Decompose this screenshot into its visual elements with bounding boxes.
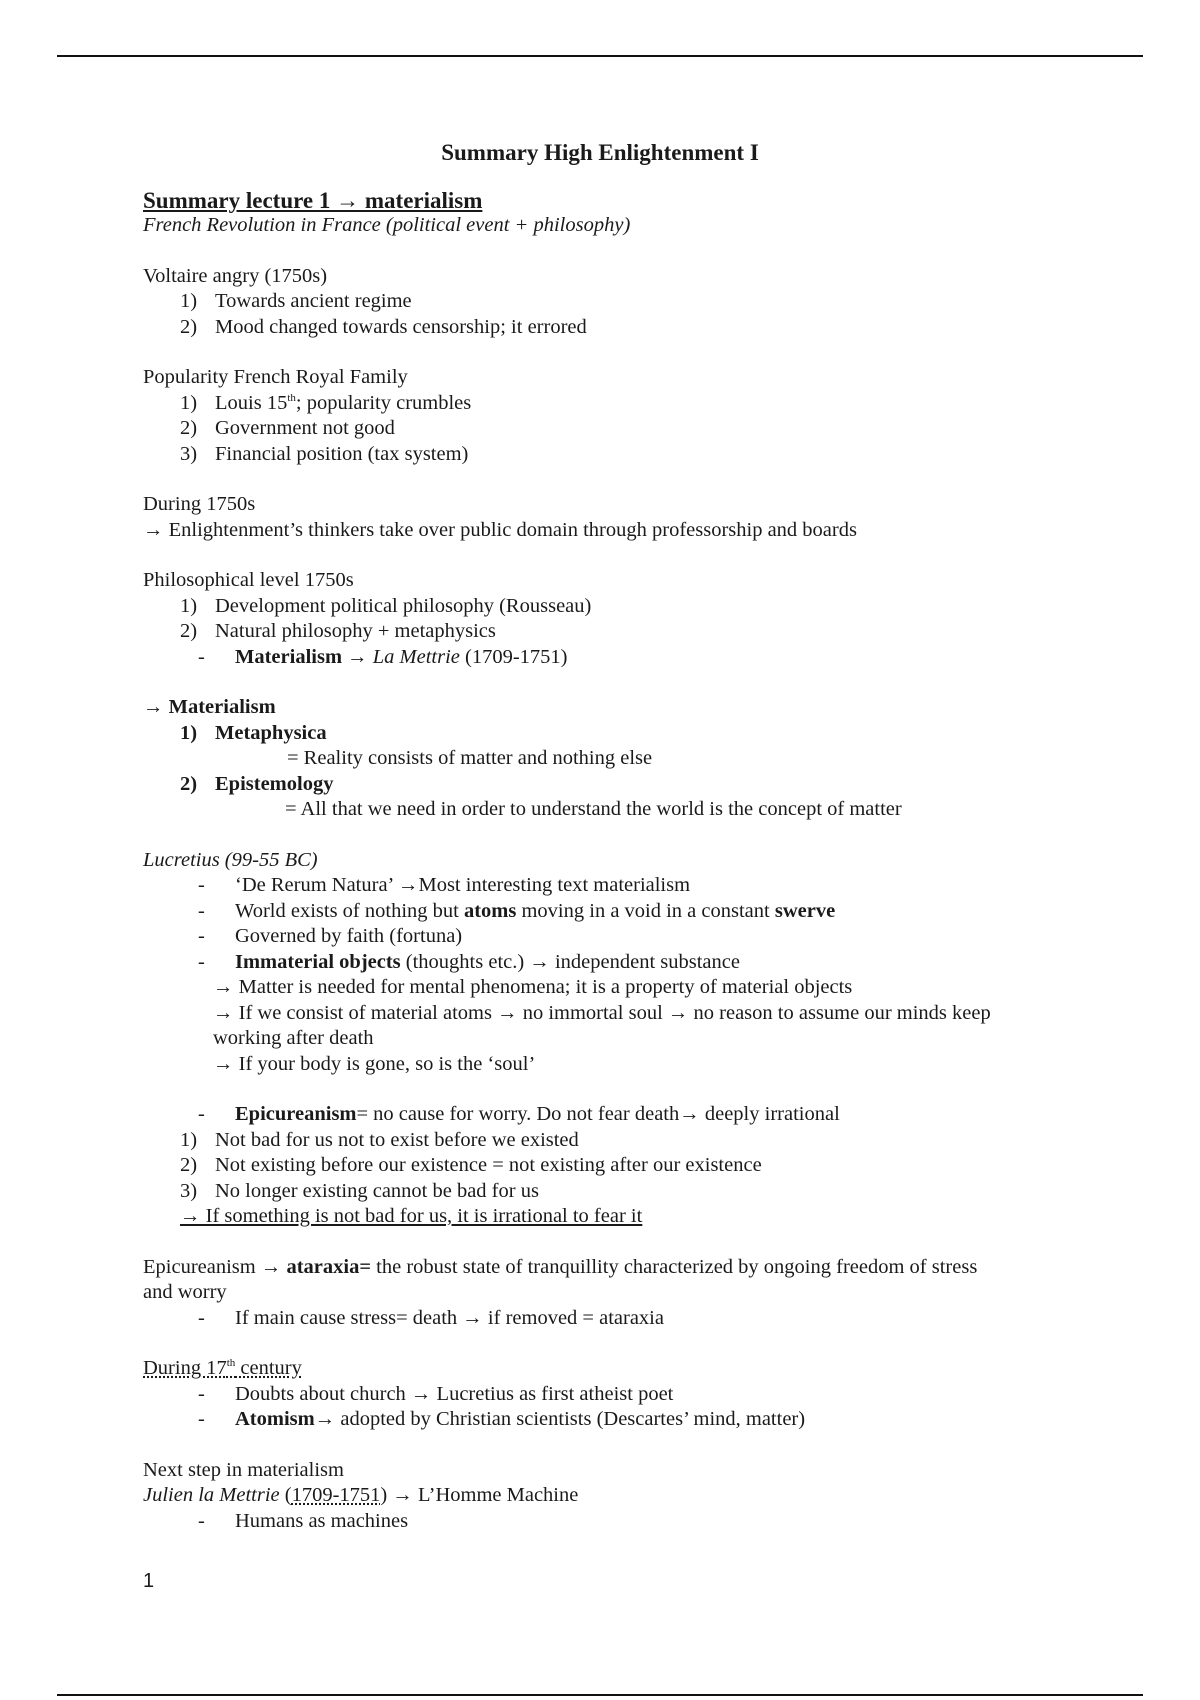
- century17-list: [143, 1382, 1103, 1433]
- document-title: Summary High Enlightenment I: [441, 140, 759, 165]
- bullet-item: - Atomism→ adopted by Christian scientists (Descartes’ mind, matter): [198, 1408, 806, 1430]
- lucretius-heading: Lucretius (99-55 BC): [143, 848, 318, 871]
- bullet-item: - Humans as machines: [198, 1509, 409, 1532]
- bottom-rule: [57, 1694, 1143, 1696]
- section-heading: Summary lecture 1 → materialism: [143, 187, 483, 213]
- bullet-item: - Immaterial objects (thoughts etc.) → independent substance: [198, 950, 740, 973]
- list-item: 1) Not bad for us not to exist before we existed: [180, 1128, 579, 1151]
- royal-heading: Popularity French Royal Family: [143, 366, 408, 388]
- philosophical-heading: Philosophical level 1750s: [143, 569, 354, 591]
- next-step-line: Julien la Mettrie (1709-1751) → L’Homme Machine: [143, 1484, 579, 1506]
- subtitle: French Revolution in France (political event + philosophy): [143, 214, 631, 236]
- list-item: 2) Not existing before our existence = not existing after our existence: [180, 1154, 762, 1176]
- list-item: 2) Natural philosophy + metaphysics: [180, 620, 496, 642]
- next-step-heading: Next step in materialism: [143, 1458, 344, 1481]
- list-item: 1) Development political philosophy (Rousseau): [180, 594, 592, 617]
- materialism-heading: → Materialism: [143, 696, 276, 718]
- ataraxia-paragraph-line2: and worry: [143, 1281, 227, 1303]
- next-step-list: [143, 1509, 1103, 1535]
- philosophical-sublist: [143, 645, 1103, 671]
- ataraxia-list: [143, 1306, 1103, 1332]
- top-rule: [57, 55, 1143, 57]
- during-1750s-line: → Enlightenment’s thinkers take over public domain through professorship and boards: [143, 518, 857, 541]
- epicureanism-bullet: [143, 1102, 1103, 1128]
- list-item: 1) Metaphysica: [180, 721, 327, 744]
- list-item: 1) Towards ancient regime: [180, 290, 412, 312]
- philosophical-list: [143, 594, 1103, 645]
- list-item: 2) Government not good: [180, 417, 395, 439]
- list-item: 2) Epistemology: [180, 772, 334, 795]
- document-body: [143, 140, 1103, 1534]
- materialism-list: [143, 721, 1103, 747]
- voltaire-heading: Voltaire angry (1750s): [143, 264, 328, 287]
- list-item: 3) No longer existing cannot be bad for us: [180, 1179, 539, 1202]
- bullet-item: - Governed by faith (fortuna): [198, 925, 463, 947]
- lucretius-note-2: → If we consist of material atoms → no immortal soul → no reason to assume our minds keep working after death: [213, 1001, 991, 1049]
- list-item: 1) Louis 15th; popularity crumbles: [180, 391, 472, 414]
- voltaire-list: [143, 289, 1103, 340]
- metaphysica-definition: = Reality consists of matter and nothing else: [287, 747, 653, 769]
- epicureanism-conclusion: → If something is not bad for us, it is irrational to fear it: [180, 1205, 643, 1227]
- lucretius-note-3: → If your body is gone, so is the ‘soul’: [213, 1052, 536, 1075]
- century17-heading: During 17th century: [143, 1357, 302, 1379]
- bullet-item: - Doubts about church → Lucretius as first atheist poet: [198, 1382, 674, 1405]
- epicureanism-list: [143, 1128, 1103, 1230]
- bullet-item: - ‘De Rerum Natura’ →Most interesting text materialism: [198, 874, 691, 896]
- list-item: 2) Mood changed towards censorship; it errored: [180, 315, 587, 338]
- royal-list: [143, 391, 1103, 468]
- epistemology-definition: = All that we need in order to understand the world is the concept of matter: [285, 798, 902, 820]
- lucretius-list: [143, 873, 1103, 975]
- bullet-item: - Epicureanism= no cause for worry. Do not fear death→ deeply irrational: [198, 1103, 840, 1125]
- during-1750s-heading: During 1750s: [143, 493, 256, 515]
- ataraxia-paragraph: Epicureanism → ataraxia= the robust state of tranquillity characterized by ongoing freedom of stress: [143, 1255, 978, 1278]
- page-number: 1: [143, 1570, 155, 1592]
- bullet-item: - Materialism → La Mettrie (1709-1751): [198, 645, 568, 668]
- lucretius-note-1: → Matter is needed for mental phenomena; it is a property of material objects: [213, 976, 853, 998]
- bullet-item: - World exists of nothing but atoms moving in a void in a constant swerve: [198, 899, 836, 922]
- list-item: 3) Financial position (tax system): [180, 442, 469, 465]
- bullet-item: - If main cause stress= death → if removed = ataraxia: [198, 1306, 664, 1329]
